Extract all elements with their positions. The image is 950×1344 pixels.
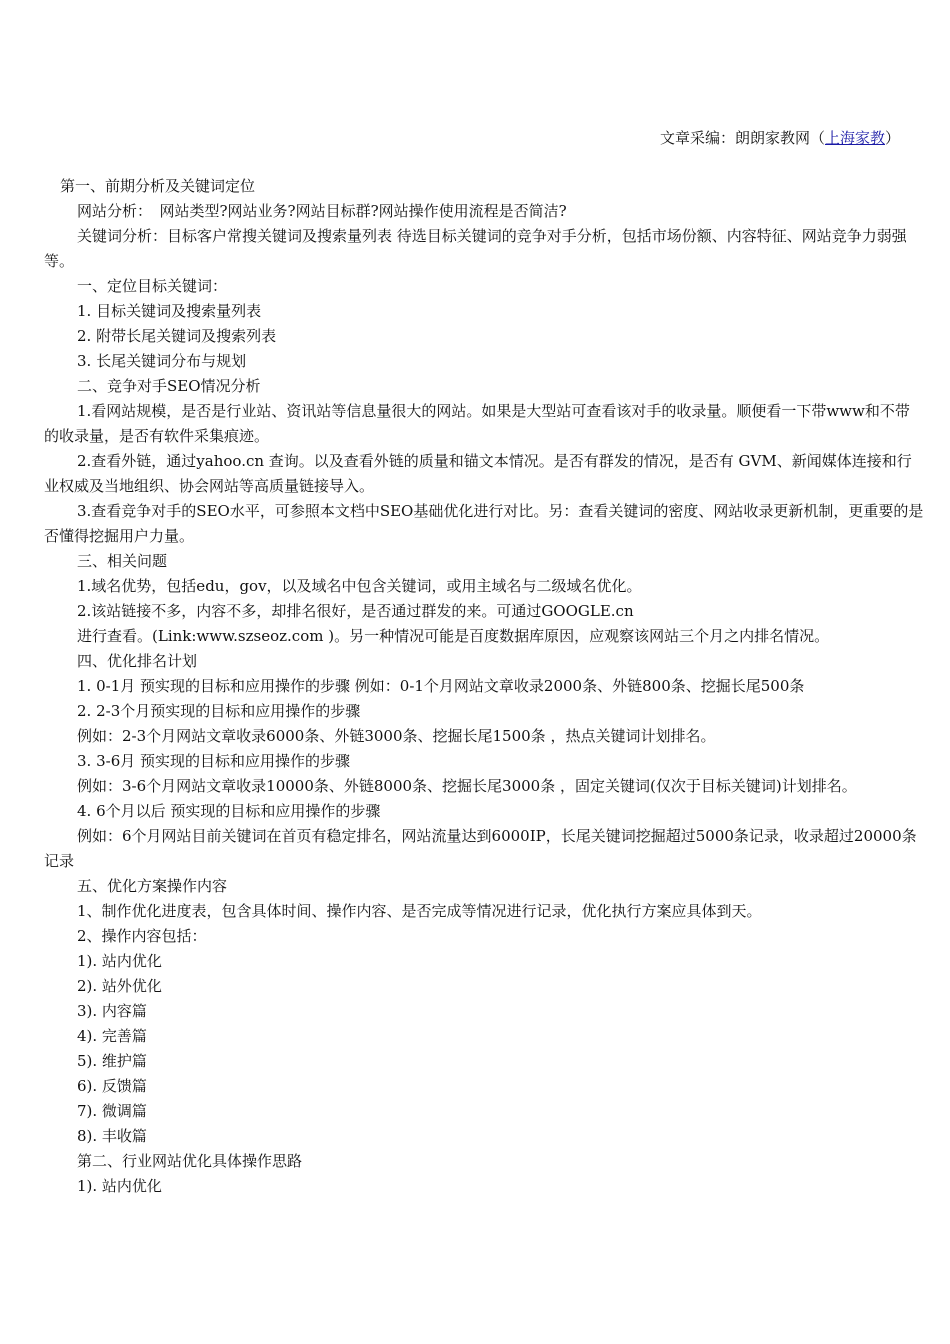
paragraph-line: 例如：3-6个月网站文章收录10000条、外链8000条、挖掘长尾3000条 ，固定关键词(仅次于目标关键词)计划排名。: [77, 777, 857, 795]
paragraph-line: 一、定位目标关键词：: [77, 277, 228, 295]
paragraph-line: 6). 反馈篇: [77, 1077, 147, 1095]
paragraph-line: 4. 6个月以后 预实现的目标和应用操作的步骤: [77, 802, 381, 820]
paragraph-line: 7). 微调篇: [77, 1102, 147, 1120]
paragraph-line: 二、竞争对手SEO情况分析: [77, 377, 261, 395]
paragraph-line: 关键词分析：目标客户常搜关键词及搜索量列表 待选目标关键词的竞争对手分析，包括市场份额、内容特征、网站竞争力弱强等。: [44, 227, 907, 270]
paragraph-line: 进行查看。(Link:www.szseoz.com )。另一种情况可能是百度数据库原因，应观察该网站三个月之内排名情况。: [77, 627, 830, 645]
paragraph-line: 2). 站外优化: [77, 977, 162, 995]
article-source-header: [660, 127, 900, 148]
paragraph-line: 2.查看外链，通过yahoo.cn 查询。以及查看外链的质量和锚文本情况。是否有群发的情况，是否有 GVM、新闻媒体连接和行业权威及当地组织、协会网站等高质量链接导入。: [44, 452, 912, 495]
paragraph-line: 五、优化方案操作内容: [77, 877, 228, 895]
paragraph-line: 例如：6个月网站目前关键词在首页有稳定排名，网站流量达到6000IP，长尾关键词挖掘超过5000条记录，收录超过20000条记录: [44, 827, 917, 870]
paragraph-line: 网站分析： 网站类型?网站业务?网站目标群?网站操作使用流程是否简洁?: [77, 202, 567, 220]
paragraph-line: 1.看网站规模，是否是行业站、资讯站等信息量很大的网站。如果是大型站可查看该对手的收录量。顺便看一下带www和不带的收录量，是否有软件采集痕迹。: [44, 402, 910, 445]
paragraph-line: 1. 0-1月 预实现的目标和应用操作的步骤 例如：0-1个月网站文章收录2000条、外链800条、挖掘长尾500条: [77, 677, 805, 695]
paragraph-line: 第一、前期分析及关键词定位: [60, 177, 256, 195]
paragraph-line: 2. 2-3个月预实现的目标和应用操作的步骤: [77, 702, 361, 720]
paragraph-line: 例如：2-3个月网站文章收录6000条、外链3000条、挖掘长尾1500条 ，热点关键词计划排名。: [77, 727, 716, 745]
paragraph-line: 四、优化排名计划: [77, 652, 198, 670]
paragraph-line: 5). 维护篇: [77, 1052, 147, 1070]
paragraph-line: 第二、行业网站优化具体操作思路: [77, 1152, 303, 1170]
paragraph-line: 3.查看竞争对手的SEO水平，可参照本文档中SEO基础优化进行对比。另：查看关键词的密度、网站收录更新机制，更重要的是否懂得挖掘用户力量。: [44, 502, 924, 545]
paragraph-line: 4). 完善篇: [77, 1027, 147, 1045]
paragraph-line: 1.域名优势，包括edu，gov，以及域名中包含关键词，或用主域名与二级域名优化。: [77, 577, 642, 595]
source-label: 文章采编：朗朗家教网（: [659, 129, 825, 147]
paragraph-line: 1). 站内优化: [77, 952, 162, 970]
paragraph-line: 8). 丰收篇: [77, 1127, 147, 1145]
paragraph-line: 1. 目标关键词及搜索量列表: [77, 302, 262, 320]
paragraph-line: 3. 3-6月 预实现的目标和应用操作的步骤: [77, 752, 351, 770]
source-suffix: ）: [884, 129, 900, 147]
shanghai-tutor-link[interactable]: 上海家教: [824, 129, 885, 147]
paragraph-line: 2.该站链接不多，内容不多，却排名很好，是否通过群发的来。可通过GOOGLE.cn: [77, 602, 634, 620]
paragraph-line: 3. 长尾关键词分布与规划: [77, 352, 247, 370]
paragraph-line: 2. 附带长尾关键词及搜索列表: [77, 327, 277, 345]
paragraph-line: 2、操作内容包括：: [77, 927, 207, 945]
paragraph-line: 三、相关问题: [77, 552, 168, 570]
article-body: [44, 174, 924, 1199]
paragraph-line: 1). 站内优化: [77, 1177, 162, 1195]
paragraph-line: 3). 内容篇: [77, 1002, 147, 1020]
paragraph-line: 1、制作优化进度表，包含具体时间、操作内容、是否完成等情况进行记录，优化执行方案应具体到天。: [77, 902, 762, 920]
